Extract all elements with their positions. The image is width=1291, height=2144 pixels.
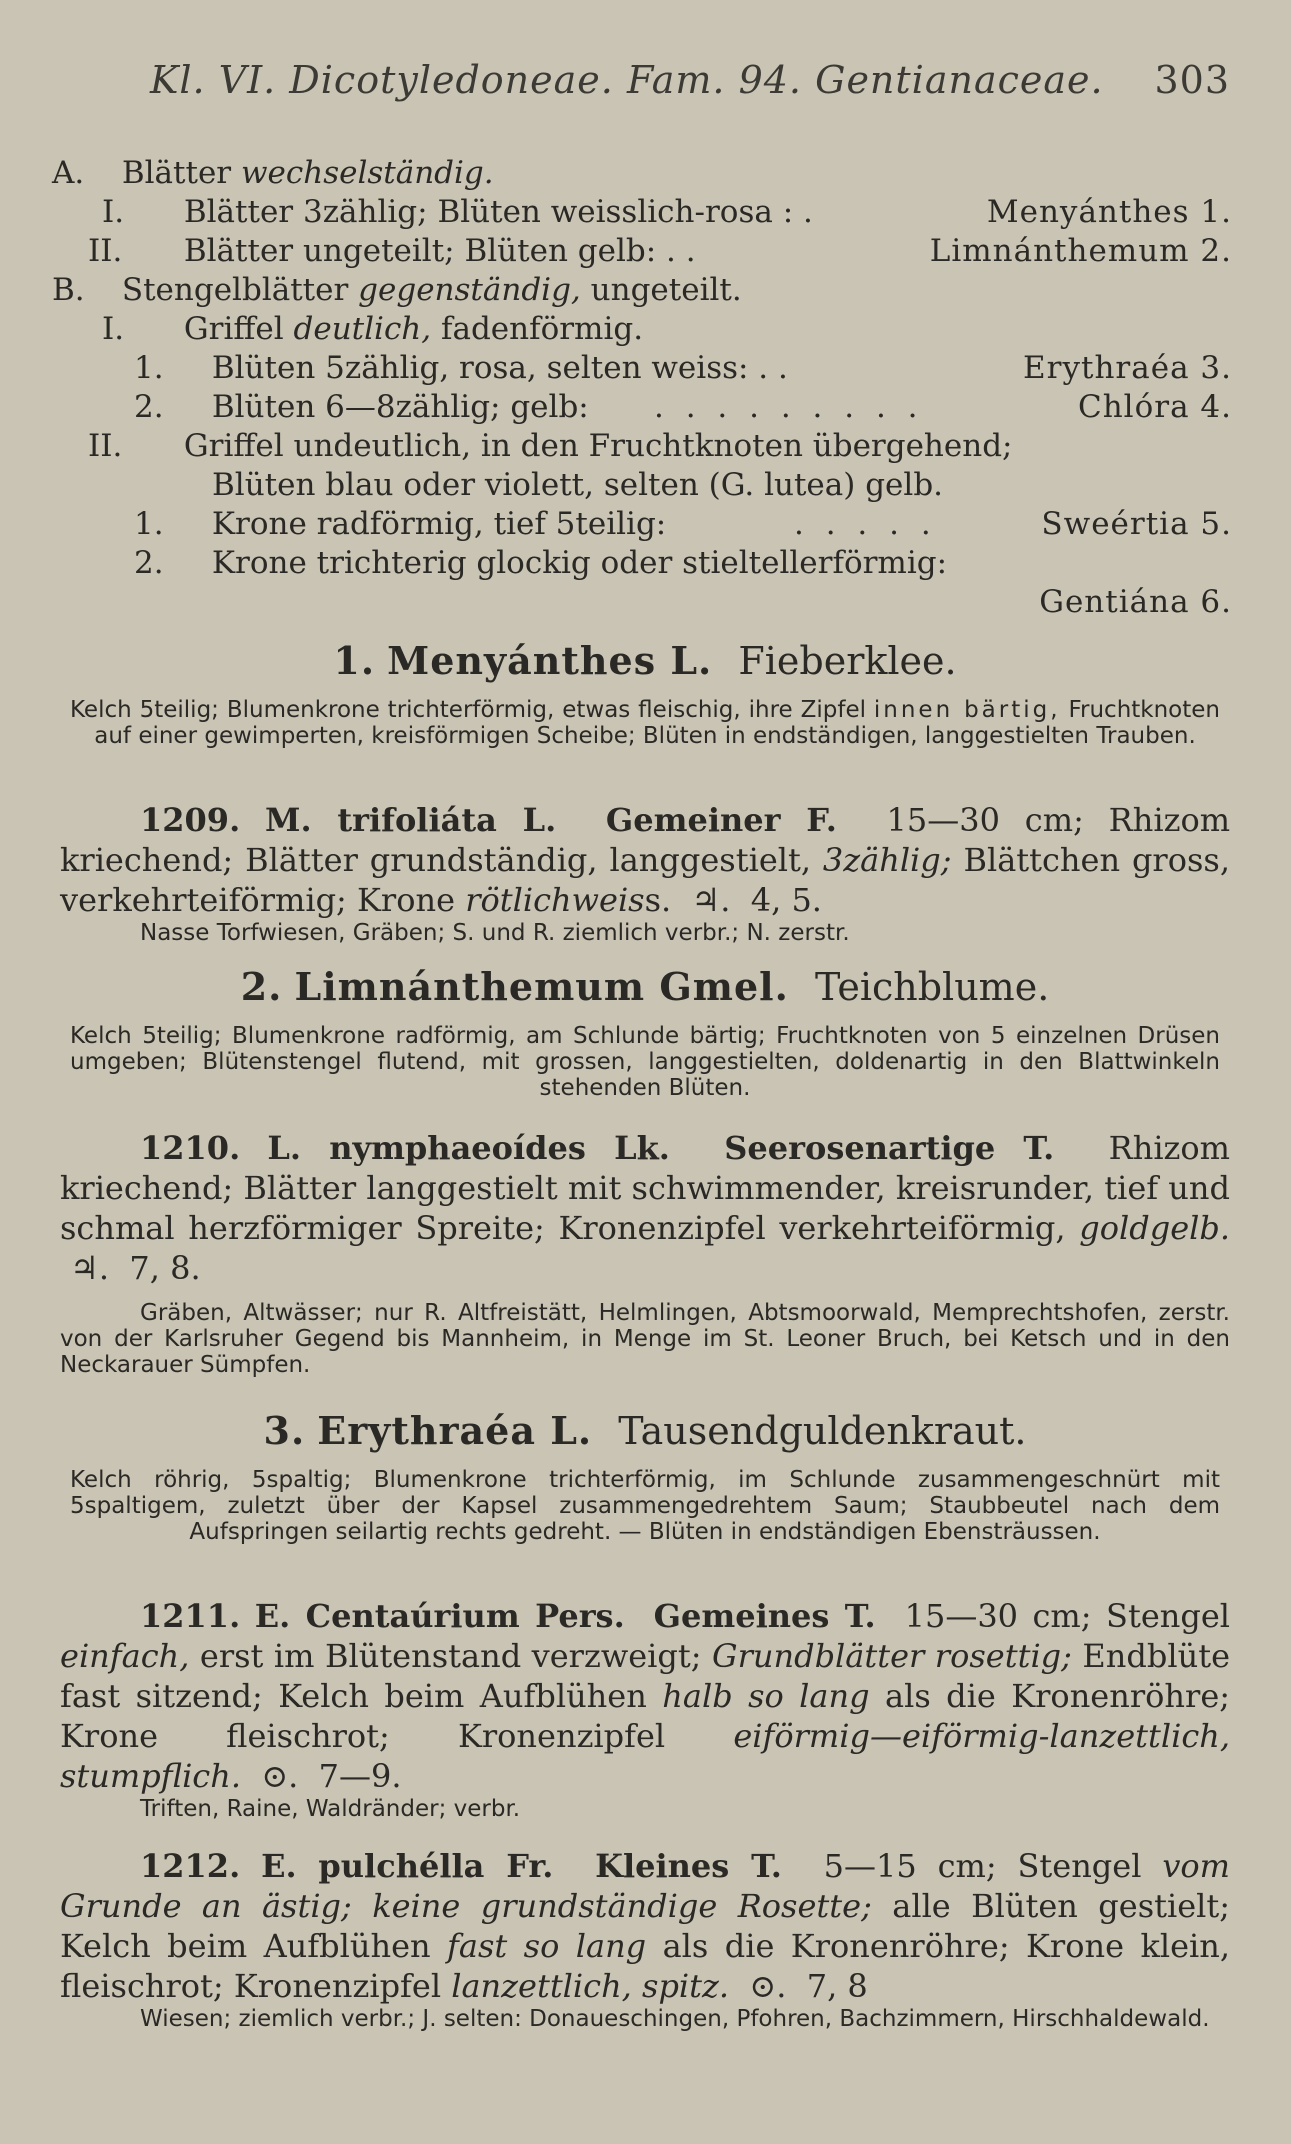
species-description: 1212. E. pulchélla Fr. Kleines T. 5—15 cm; Stengel vom Grunde an ästig; keine grundständige Rosette; alle Blüten gestielt; Kelch beim Aufblühen fast so lang als die Kronenröhre; Krone klein, fleischrot; Kronenzipfel lanzettlich, spitz. ⊙. 7, 8 — [60, 1847, 1231, 2005]
species-locality: Wiesen; ziemlich verbr.; J. selten: Donaueschingen, Pfohren, Bachzimmern, Hirschhaldewald. — [140, 2006, 1210, 2032]
perennial-symbol: ♃. — [70, 1249, 110, 1287]
genus-heading: 1. Menyánthes L. Fieberklee. — [333, 638, 957, 683]
key-line-b2: II. Griffel undeutlich, in den Fruchtknoten übergehend; — [88, 428, 1013, 464]
species-entry-1209 — [60, 800, 1230, 946]
genus-section-erythraea — [60, 1408, 1230, 1545]
genus-description: Kelch 5teilig; Blumenkrone radförmig, am Schlunde bärtig; Fruchtknoten von 5 einzelnen Drüsen umgeben; Blütenstengel flutend, mit grossen, langgestielten, doldenartig in den Blattwinkeln stehenden Blüten. — [70, 1023, 1220, 1101]
species-entry-1210 — [60, 1128, 1230, 1378]
genus-ref-limnanthemum: Limnánthemum 2. — [929, 233, 1232, 269]
key-line-b1: I. Griffel deutlich, fadenförmig. — [102, 311, 644, 347]
key-line-a2: II. Blätter ungeteilt; Blüten gelb: . . Limnánthemum 2. — [88, 233, 1232, 269]
key-line-b: B. Stengelblätter gegenständig, ungeteilt. — [52, 272, 742, 308]
page-number: 303 — [1154, 58, 1230, 102]
genus-heading: 3. Erythraéa L. Tausendguldenkraut. — [263, 1408, 1027, 1453]
genus-ref-menyanthes: Menyánthes 1. — [986, 194, 1232, 230]
key-line-b11: 1. Blüten 5zählig, rosa, selten weiss: . . Erythraéa 3. — [134, 350, 1232, 386]
running-header — [150, 58, 1230, 102]
species-entry-1211 — [60, 1596, 1230, 1822]
key-line-b22-ref — [52, 584, 1232, 624]
species-description: 1211. E. Centaúrium Pers. Gemeines T. 15—30 cm; Stengel einfach, erst im Blütenstand verzweigt; Grundblätter rosettig; Endblüte fast sitzend; Kelch beim Aufblühen halb so lang als die Kronenröhre; Krone fleischrot; Kronenzipfel eiförmig—eiförmig-lanzettlich, stumpflich. ⊙. 7—9. — [60, 1597, 1231, 1795]
genus-description: Kelch röhrig, 5spaltig; Blumenkrone trichterförmig, im Schlunde zusammengeschnürt mit 5spaltigem, zuletzt über der Kapsel zusammengedrehtem Saum; Staubbeutel nach dem Aufspringen seilartig rechts gedreht. — Blüten in endständigen Ebensträussen. — [70, 1467, 1220, 1545]
key-line-b21: 1. Krone radförmig, tief 5teilig: . . . . . Sweértia 5. — [134, 506, 1232, 542]
genus-ref-erythraea: Erythraéa 3. — [1023, 350, 1232, 386]
genus-heading: 2. Limnánthemum Gmel. Teichblume. — [240, 964, 1050, 1009]
key-line-a1: I. Blätter 3zählig; Blüten weisslich-rosa : . Menyánthes 1. — [102, 194, 1232, 230]
species-locality: Nasse Torfwiesen, Gräben; S. und R. ziemlich verbr.; N. zerstr. — [140, 920, 850, 946]
genus-ref-gentiana: Gentiána 6. — [1039, 584, 1232, 620]
annual-symbol: ⊙. — [749, 1967, 787, 2005]
key-line-b12: 2. Blüten 6—8zählig; gelb: . . . . . . . . . Chlóra 4. — [134, 389, 1232, 425]
key-line-b22: 2. Krone trichterig glockig oder stieltellerförmig: — [134, 545, 948, 581]
perennial-symbol: ♃. — [691, 881, 731, 919]
species-description: 1210. L. nymphaeoídes Lk. Seerosenartige T. Rhizom kriechend; Blätter langgestielt mit schwimmender, kreisrunder, tief und schmal herzförmiger Spreite; Kronenzipfel verkehrteiförmig, goldgelb. ♃. 7, 8. — [60, 1129, 1231, 1287]
species-locality: Gräben, Altwässer; nur R. Altfreistätt, Helmlingen, Abtsmoorwald, Memprechtshofen, zerstr. von der Karlsruher Gegend bis Mannheim, in Menge im St. Leoner Bruch, bei Ketsch und in den Neckarauer Sümpfen. — [60, 1300, 1230, 1378]
genus-ref-chlora: Chlóra 4. — [1078, 389, 1232, 425]
annual-symbol: ⊙. — [261, 1757, 299, 1795]
genus-section-limnanthemum — [60, 964, 1230, 1101]
species-entry-1212 — [60, 1846, 1230, 2032]
species-locality: Triften, Raine, Waldränder; verbr. — [140, 1796, 521, 1822]
genus-description: Kelch 5teilig; Blumenkrone trichterförmig, etwas fleischig, ihre Zipfel innen bärtig, Fruchtknoten auf einer gewimperten, kreisförmigen Scheibe; Blüten in endständigen, langgestielten Trauben. — [70, 697, 1220, 749]
genus-section-menyanthes — [60, 638, 1230, 749]
header-title: Kl. VI. Dicotyledoneae. Fam. 94. Gentianaceae. — [150, 58, 1104, 102]
key-line-a: A. Blätter wechselständig. — [52, 155, 494, 191]
species-description: 1209. M. trifoliáta L. Gemeiner F. 15—30 cm; Rhizom kriechend; Blätter grundständig, langgestielt, 3zählig; Blättchen gross, verkehrteiförmig; Krone rötlichweiss. ♃. 4, 5. — [60, 801, 1231, 919]
genus-ref-sweertia: Sweértia 5. — [1041, 506, 1232, 542]
key-line-b2-cont: Blüten blau oder violett, selten (G. lutea) gelb. — [212, 467, 944, 503]
